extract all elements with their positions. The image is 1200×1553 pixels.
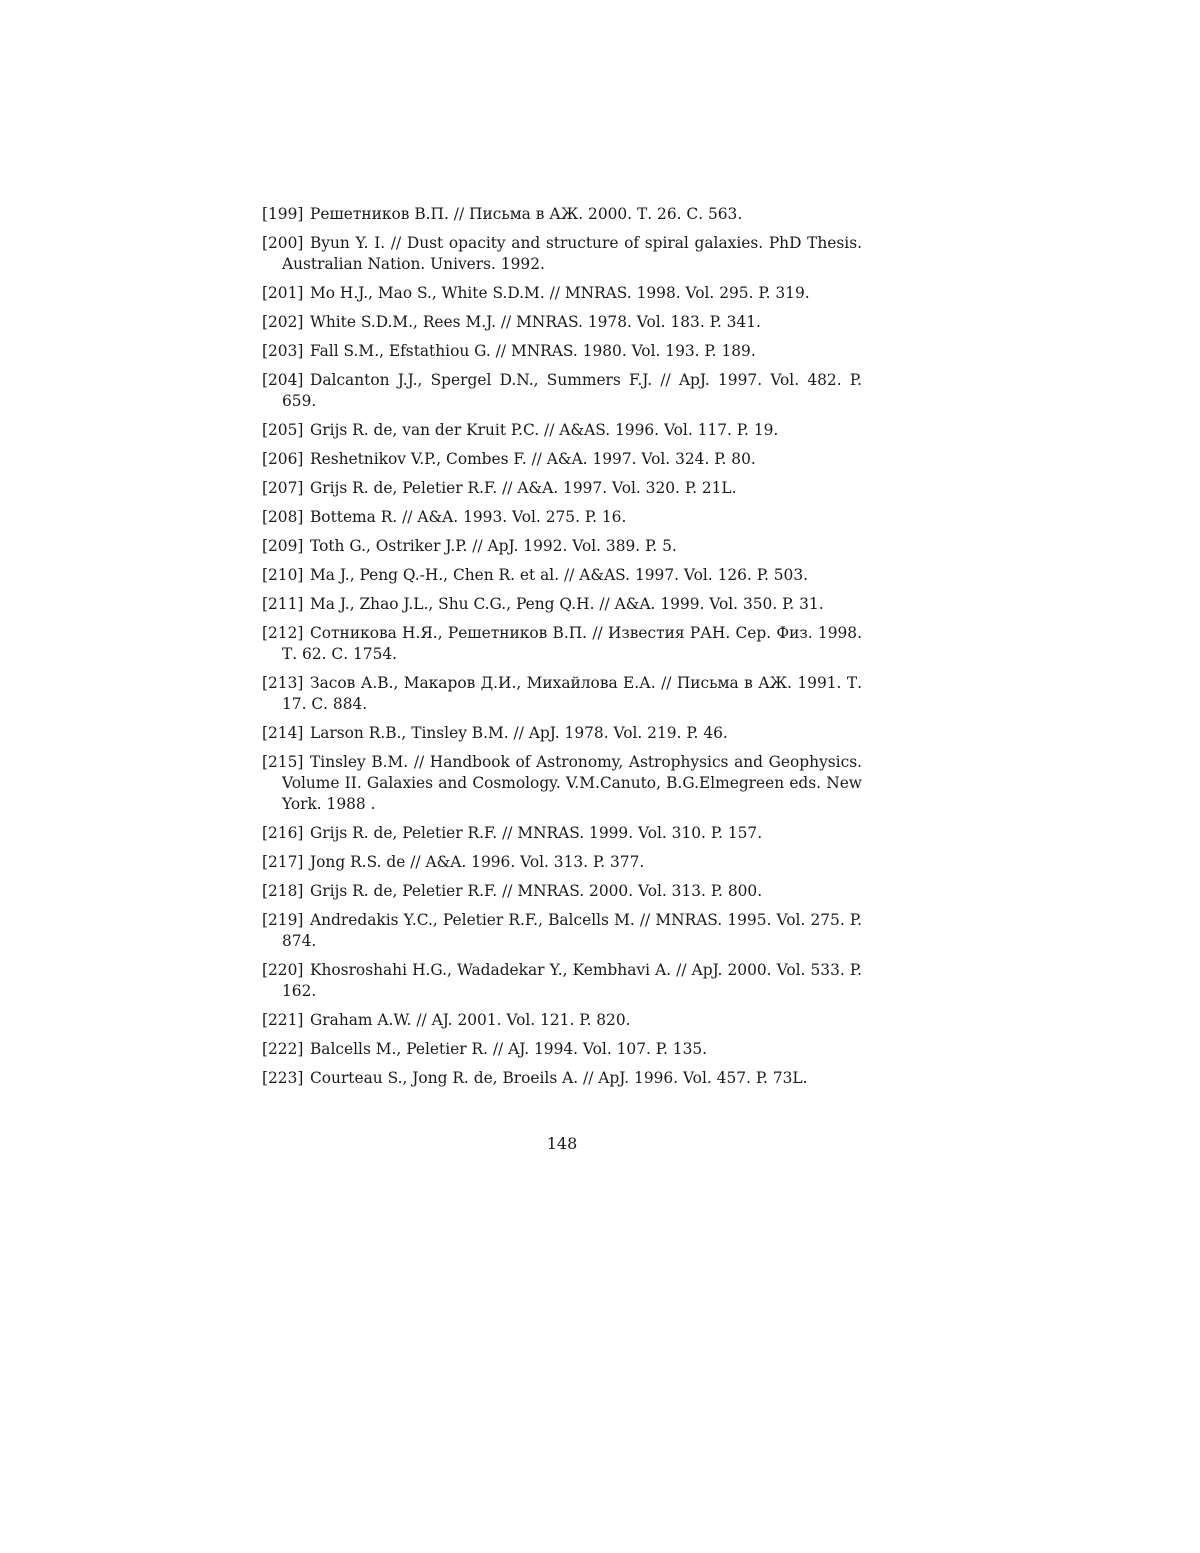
reference-label: [213]	[262, 674, 304, 692]
reference-label: [207]	[262, 479, 304, 497]
reference-text: Tinsley B.M. // Handbook of Astronomy, Astrophysics and Geophysics. Volume II. Galaxies and Cosmology. V.M.Canuto, B.G.Elmegreen eds. New York. 1988 .	[282, 753, 862, 813]
reference-item	[262, 852, 862, 873]
reference-label: [212]	[262, 624, 304, 642]
page-number: 148	[546, 1134, 578, 1153]
reference-label: [217]	[262, 853, 304, 871]
reference-item	[262, 507, 862, 528]
reference-item	[262, 420, 862, 441]
reference-text: Сотникова Н.Я., Решетников В.П. // Известия РАН. Сер. Физ. 1998. Т. 62. С. 1754.	[282, 624, 862, 663]
reference-item	[262, 910, 862, 952]
reference-label: [201]	[262, 284, 304, 302]
reference-label: [221]	[262, 1011, 304, 1029]
reference-text: Reshetnikov V.P., Combes F. // A&A. 1997. Vol. 324. P. 80.	[310, 450, 756, 468]
reference-label: [200]	[262, 234, 304, 252]
reference-text: Balcells M., Peletier R. // AJ. 1994. Vol. 107. P. 135.	[310, 1040, 708, 1058]
reference-item	[262, 565, 862, 586]
reference-text: Grijs R. de, Peletier R.F. // MNRAS. 1999. Vol. 310. P. 157.	[310, 824, 763, 842]
reference-label: [222]	[262, 1040, 304, 1058]
reference-label: [214]	[262, 724, 304, 742]
reference-text: White S.D.M., Rees M.J. // MNRAS. 1978. Vol. 183. P. 341.	[310, 313, 761, 331]
reference-text: Grijs R. de, Peletier R.F. // MNRAS. 2000. Vol. 313. P. 800.	[310, 882, 763, 900]
reference-item	[262, 370, 862, 412]
reference-list	[262, 204, 862, 1089]
bibliography-page	[262, 204, 862, 1097]
reference-item	[262, 312, 862, 333]
reference-item	[262, 673, 862, 715]
reference-item	[262, 1039, 862, 1060]
reference-label: [209]	[262, 537, 304, 555]
reference-text: Mo H.J., Mao S., White S.D.M. // MNRAS. 1998. Vol. 295. P. 319.	[310, 284, 810, 302]
reference-text: Grijs R. de, van der Kruit P.C. // A&AS. 1996. Vol. 117. P. 19.	[310, 421, 779, 439]
reference-text: Ma J., Zhao J.L., Shu C.G., Peng Q.H. // A&A. 1999. Vol. 350. P. 31.	[310, 595, 824, 613]
reference-item	[262, 881, 862, 902]
reference-item	[262, 623, 862, 665]
reference-item	[262, 204, 862, 225]
reference-item	[262, 1068, 862, 1089]
reference-item	[262, 478, 862, 499]
reference-item	[262, 283, 862, 304]
reference-text: Toth G., Ostriker J.P. // ApJ. 1992. Vol. 389. P. 5.	[310, 537, 677, 555]
reference-text: Ma J., Peng Q.-H., Chen R. et al. // A&AS. 1997. Vol. 126. P. 503.	[310, 566, 809, 584]
reference-item	[262, 752, 862, 815]
reference-label: [205]	[262, 421, 304, 439]
reference-text: Courteau S., Jong R. de, Broeils A. // ApJ. 1996. Vol. 457. P. 73L.	[310, 1069, 808, 1087]
reference-item	[262, 233, 862, 275]
reference-item	[262, 723, 862, 744]
reference-text: Dalcanton J.J., Spergel D.N., Summers F.J. // ApJ. 1997. Vol. 482. P. 659.	[282, 371, 862, 410]
reference-label: [204]	[262, 371, 304, 389]
reference-item	[262, 1010, 862, 1031]
reference-item	[262, 823, 862, 844]
reference-text: Graham A.W. // AJ. 2001. Vol. 121. P. 820.	[310, 1011, 631, 1029]
reference-text: Jong R.S. de // A&A. 1996. Vol. 313. P. 377.	[310, 853, 645, 871]
reference-text: Fall S.M., Efstathiou G. // MNRAS. 1980. Vol. 193. P. 189.	[310, 342, 756, 360]
reference-text: Grijs R. de, Peletier R.F. // A&A. 1997. Vol. 320. P. 21L.	[310, 479, 737, 497]
reference-item	[262, 536, 862, 557]
reference-label: [202]	[262, 313, 304, 331]
reference-label: [211]	[262, 595, 304, 613]
reference-label: [199]	[262, 205, 304, 223]
reference-item	[262, 341, 862, 362]
reference-text: Khosroshahi H.G., Wadadekar Y., Kembhavi A. // ApJ. 2000. Vol. 533. P. 162.	[282, 961, 862, 1000]
reference-label: [220]	[262, 961, 304, 979]
reference-text: Andredakis Y.C., Peletier R.F., Balcells M. // MNRAS. 1995. Vol. 275. P. 874.	[282, 911, 862, 950]
reference-item	[262, 960, 862, 1002]
reference-label: [210]	[262, 566, 304, 584]
reference-label: [219]	[262, 911, 304, 929]
reference-text: Larson R.B., Tinsley B.M. // ApJ. 1978. Vol. 219. P. 46.	[310, 724, 728, 742]
reference-label: [223]	[262, 1069, 304, 1087]
reference-label: [206]	[262, 450, 304, 468]
reference-text: Byun Y. I. // Dust opacity and structure of spiral galaxies. PhD Thesis. Australian Nation. Univers. 1992.	[282, 234, 862, 273]
reference-label: [215]	[262, 753, 304, 771]
reference-label: [218]	[262, 882, 304, 900]
reference-item	[262, 449, 862, 470]
reference-text: Решетников В.П. // Письма в АЖ. 2000. Т. 26. С. 563.	[310, 205, 743, 223]
reference-text: Bottema R. // A&A. 1993. Vol. 275. P. 16.	[310, 508, 627, 526]
reference-item	[262, 594, 862, 615]
reference-text: Засов А.В., Макаров Д.И., Михайлова Е.А. // Письма в АЖ. 1991. Т. 17. С. 884.	[282, 674, 862, 713]
reference-label: [216]	[262, 824, 304, 842]
reference-label: [203]	[262, 342, 304, 360]
reference-label: [208]	[262, 508, 304, 526]
